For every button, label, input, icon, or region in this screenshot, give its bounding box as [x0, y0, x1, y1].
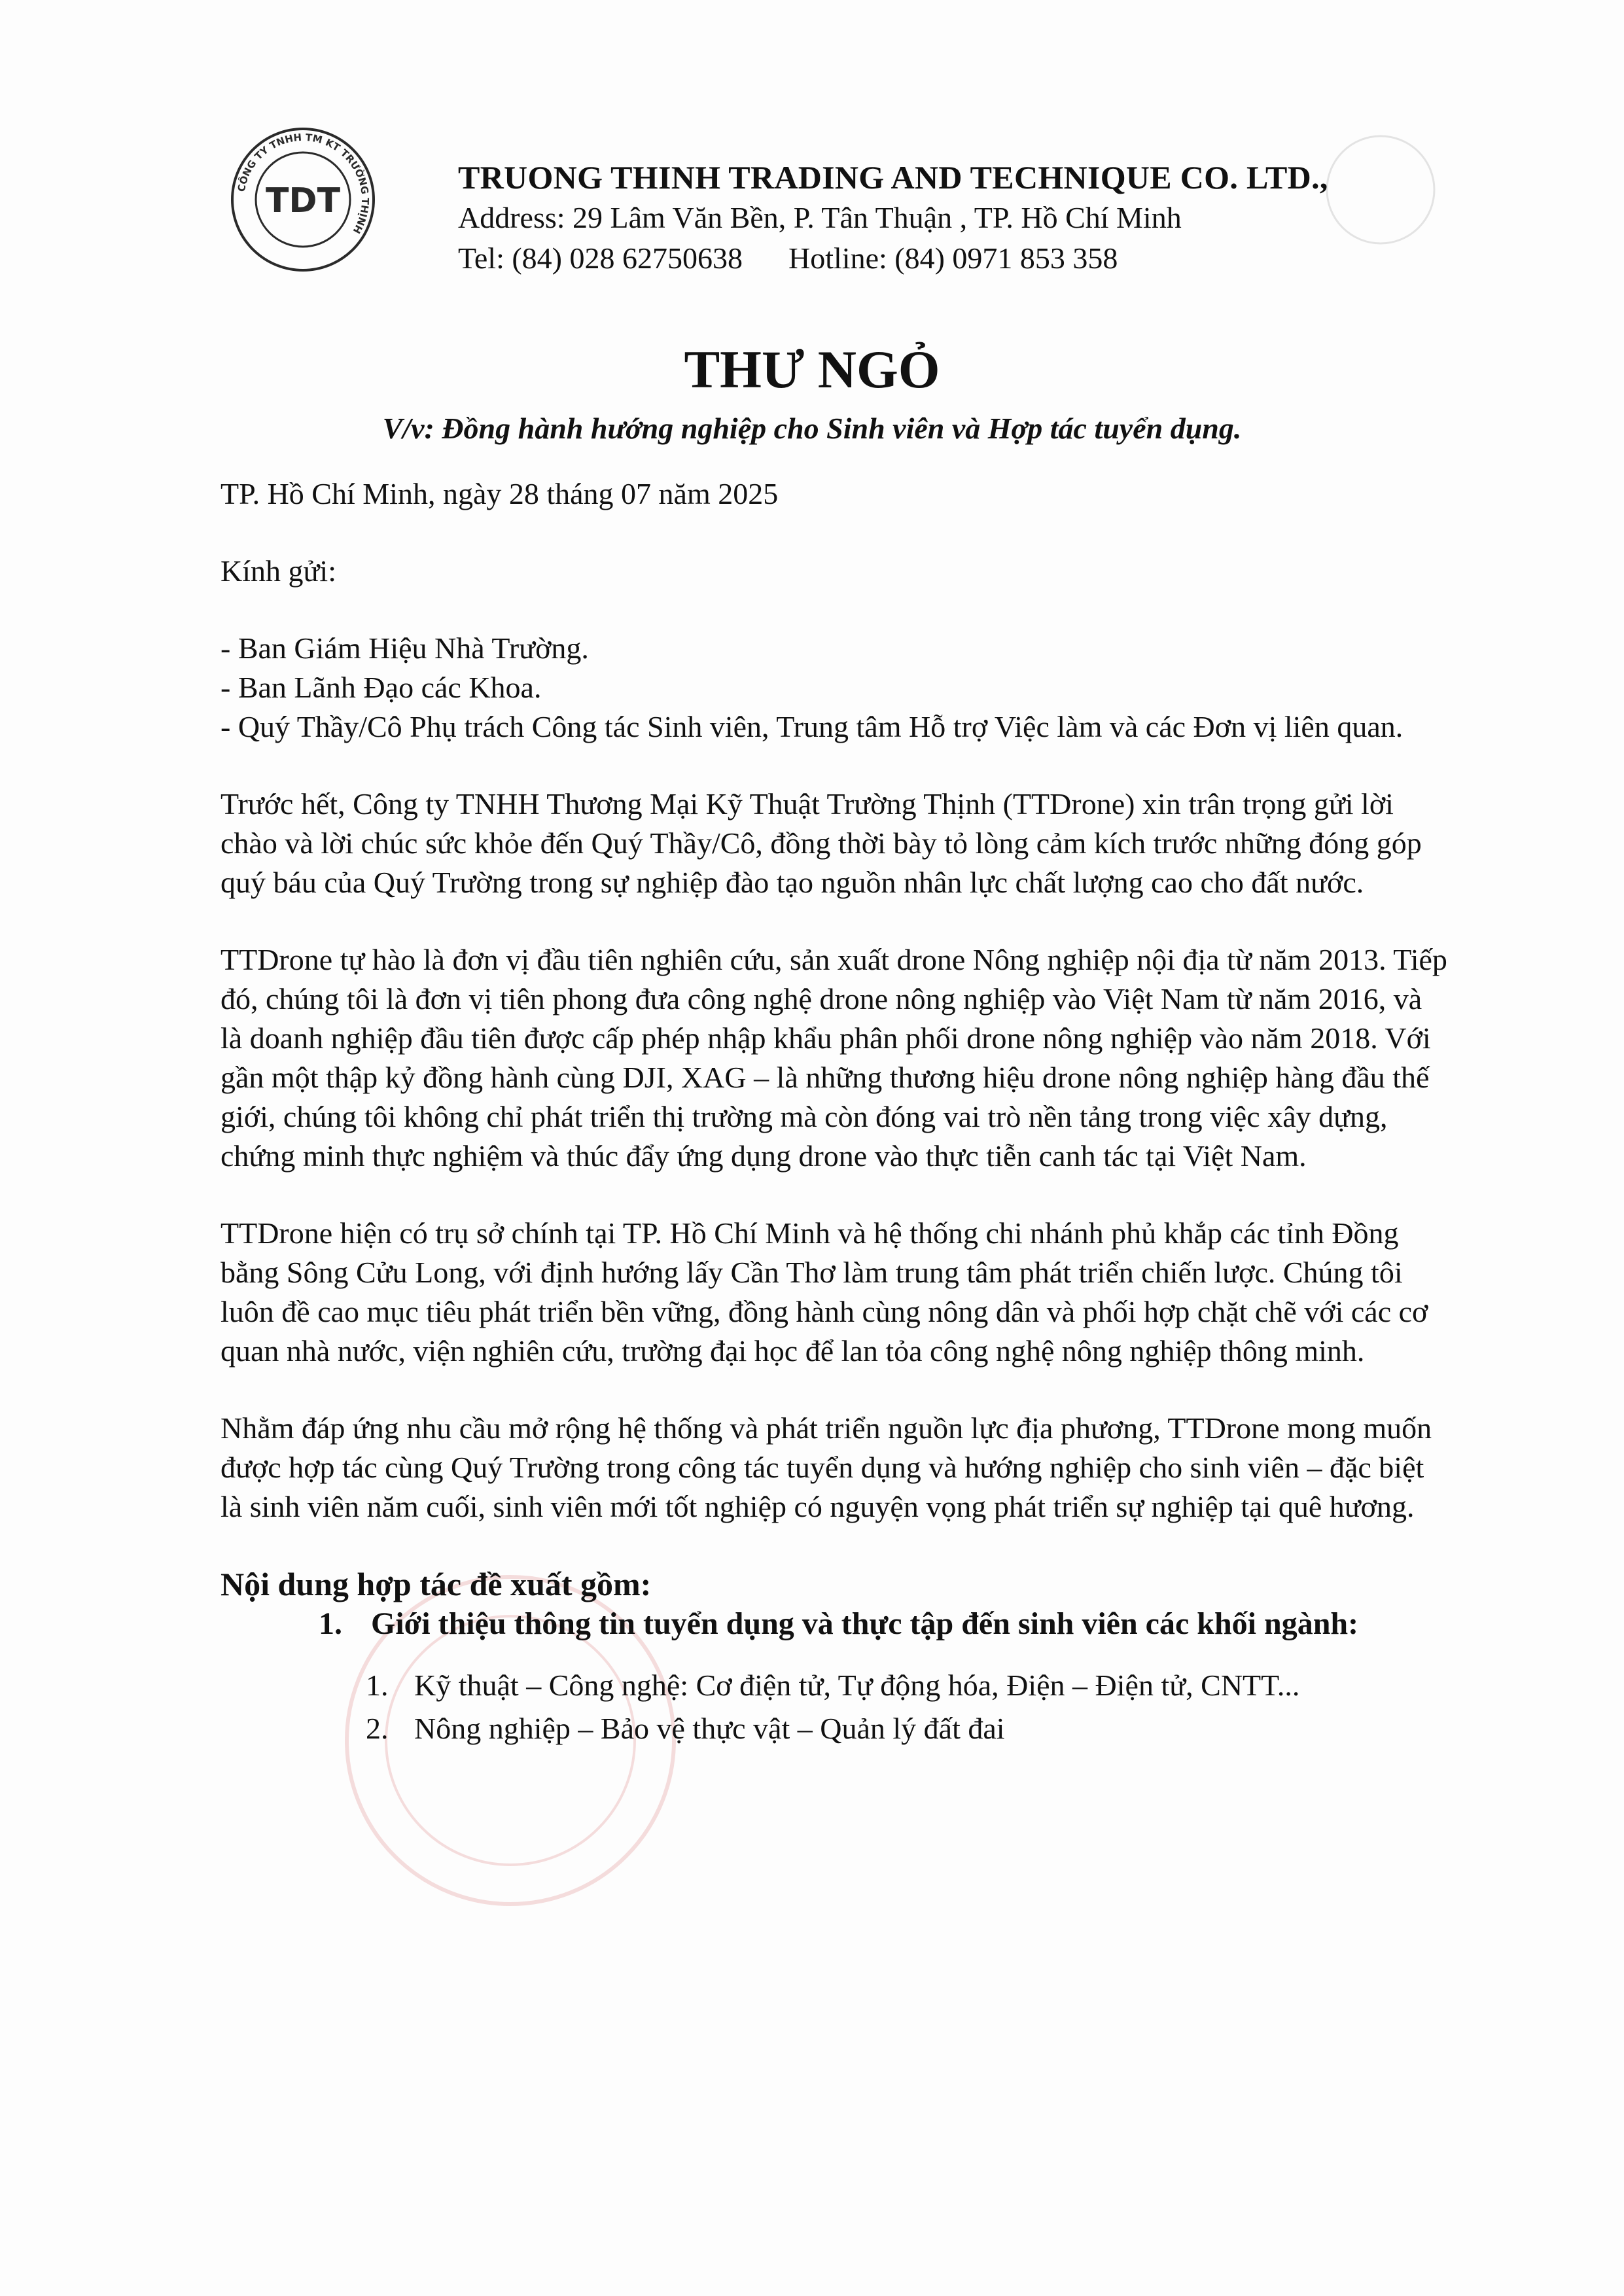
history-paragraph: TTDrone tự hào là đơn vị đầu tiên nghiên cứu, sản xuất drone Nông nghiệp nội địa từ năm 2013. Tiếp đó, chúng tôi là đơn vị tiên phong đưa công nghệ drone nông nghiệp vào Việt Nam từ năm 2016, và là doanh nghiệp đầu tiên được cấp phép nhập khẩu phân phối drone nông nghiệp vào năm 2018. Với gần một thập kỷ đồng hành cùng DJI, XAG – là những thương hiệu drone nông nghiệp hàng đầu thế giới, chúng tôi không chỉ phát triển thị trường mà còn đóng vai trò nền tảng trong việc xây dựng, chứng minh thực nghiệm và thúc đẩy ứng dụng drone vào thực tiễn canh tác tại Việt Nam. [221, 943, 1447, 1173]
field-list-item [366, 1707, 1451, 1750]
letter-title: THƯ NGỎ [684, 340, 940, 399]
purpose-paragraph: Nhằm đáp ứng nhu cầu mở rộng hệ thống và phát triển nguồn lực địa phương, TTDrone mong muốn được hợp tác cùng Quý Trường trong công tác tuyển dụng và hướng nghiệp cho sinh viên – đặc biệt là sinh viên năm cuối, sinh viên mới tốt nghiệp có nguyện vọng phát triển sự nghiệp tại quê hương. [221, 1411, 1432, 1523]
field-item-text: Nông nghiệp – Bảo vệ thực vật – Quản lý đất đai [414, 1712, 1005, 1745]
letter-body [221, 474, 1451, 1750]
field-item-number: 2. [366, 1712, 389, 1745]
field-item-text: Kỹ thuật – Công nghệ: Cơ điện tử, Tự động hóa, Điện – Điện tử, CNTT... [414, 1669, 1300, 1702]
company-seal-logo [228, 124, 378, 275]
date-line: TP. Hồ Chí Minh, ngày 28 tháng 07 năm 2025 [221, 477, 779, 510]
company-hotline: Hotline: (84) 0971 853 358 [788, 241, 1118, 275]
cooperation-item [319, 1604, 1451, 1644]
recipient-item: - Ban Giám Hiệu Nhà Trường. [221, 631, 589, 665]
recipient-item: - Ban Lãnh Đạo các Khoa. [221, 671, 542, 704]
network-paragraph: TTDrone hiện có trụ sở chính tại TP. Hồ Chí Minh và hệ thống chi nhánh phủ khắp các tỉnh Đồng bằng Sông Cửu Long, với định hướng lấy Cần Thơ làm trung tâm phát triển chiến lược. Chúng tôi luôn đề cao mục tiêu phát triển bền vững, đồng hành cùng nông dân và phối hợp chặt chẽ với các cơ quan nhà nước, viện nghiên cứu, trường đại học để lan tỏa công nghệ nông nghiệp thông minh. [221, 1216, 1428, 1368]
letter-subject: V/v: Đồng hành hướng nghiệp cho Sinh viên và Hợp tác tuyển dụng. [382, 412, 1242, 445]
recipient-item: - Quý Thầy/Cô Phụ trách Công tác Sinh viên, Trung tâm Hỗ trợ Việc làm và các Đơn vị liên quan. [221, 710, 1403, 743]
recipient-list [221, 629, 1451, 747]
cooperation-heading: Nội dung hợp tác đề xuất gồm: [221, 1566, 652, 1602]
company-address: Address: 29 Lâm Văn Bền, P. Tân Thuận , TP. Hồ Chí Minh [458, 201, 1182, 234]
field-list-item [366, 1664, 1451, 1707]
letterhead [458, 157, 1505, 279]
field-list [366, 1664, 1451, 1750]
field-item-number: 1. [366, 1669, 389, 1702]
cooperation-item-number: 1. [319, 1606, 342, 1641]
company-tel: Tel: (84) 028 62750638 [458, 241, 743, 275]
company-contacts [458, 238, 1505, 279]
seal-ring-text: CÔNG TY TNHH TM KT TRƯỜNG THỊNH [235, 131, 372, 236]
company-name: TRUONG THINH TRADING AND TECHNIQUE CO. LTD., [458, 159, 1328, 196]
seal-logo-letters: TDT [265, 181, 341, 221]
greeting: Kính gửi: [221, 554, 336, 588]
intro-paragraph: Trước hết, Công ty TNHH Thương Mại Kỹ Thuật Trường Thịnh (TTDrone) xin trân trọng gửi lời chào và lời chúc sức khỏe đến Quý Thầy/Cô, đồng thời bày tỏ lòng cảm kích trước những đóng góp quý báu của Quý Trường trong sự nghiệp đào tạo nguồn nhân lực chất lượng cao cho đất nước. [221, 787, 1422, 899]
cooperation-item-text: Giới thiệu thông tin tuyển dụng và thực tập đến sinh viên các khối ngành: [371, 1606, 1359, 1641]
